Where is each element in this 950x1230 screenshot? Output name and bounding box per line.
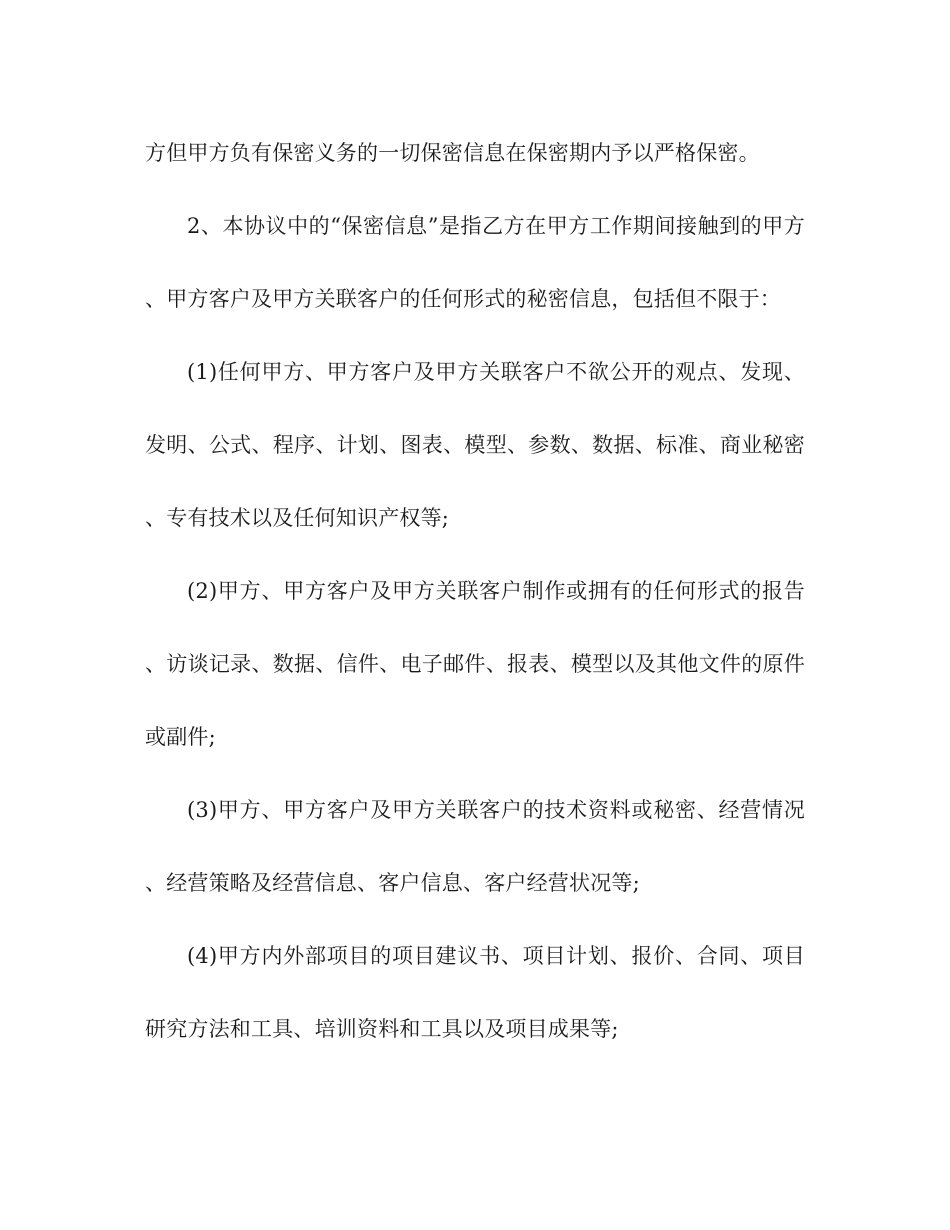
paragraph-item-1: (1)任何甲方、甲方客户及甲方关联客户不欲公开的观点、发现、发明、公式、程序、计划、图表、模型、参数、数据、标准、商业秘密、专有技术以及任何知识产权等; xyxy=(145,360,805,530)
paragraph-item-2: (2)甲方、甲方客户及甲方关联客户制作或拥有的任何形式的报告、访谈记录、数据、信件、电子邮件、报表、模型以及其他文件的原件或副件; xyxy=(145,579,805,749)
paragraph-continuation: 方但甲方负有保密义务的一切保密信息在保密期内予以严格保密。 xyxy=(145,141,760,165)
paragraph-item-4: (4)甲方内外部项目的项目建议书、项目计划、报价、合同、项目研究方法和工具、培训资料和工具以及项目成果等; xyxy=(145,944,805,1041)
paragraph-item-3: (3)甲方、甲方客户及甲方关联客户的技术资料或秘密、经营情况、经营策略及经营信息、客户信息、客户经营状况等; xyxy=(145,798,805,895)
paragraph-clause-2: 2、本协议中的“保密信息”是指乙方在甲方工作期间接触到的甲方、甲方客户及甲方关联客户的任何形式的秘密信息，包括但不限于： xyxy=(145,214,805,311)
document-body xyxy=(145,117,805,1066)
